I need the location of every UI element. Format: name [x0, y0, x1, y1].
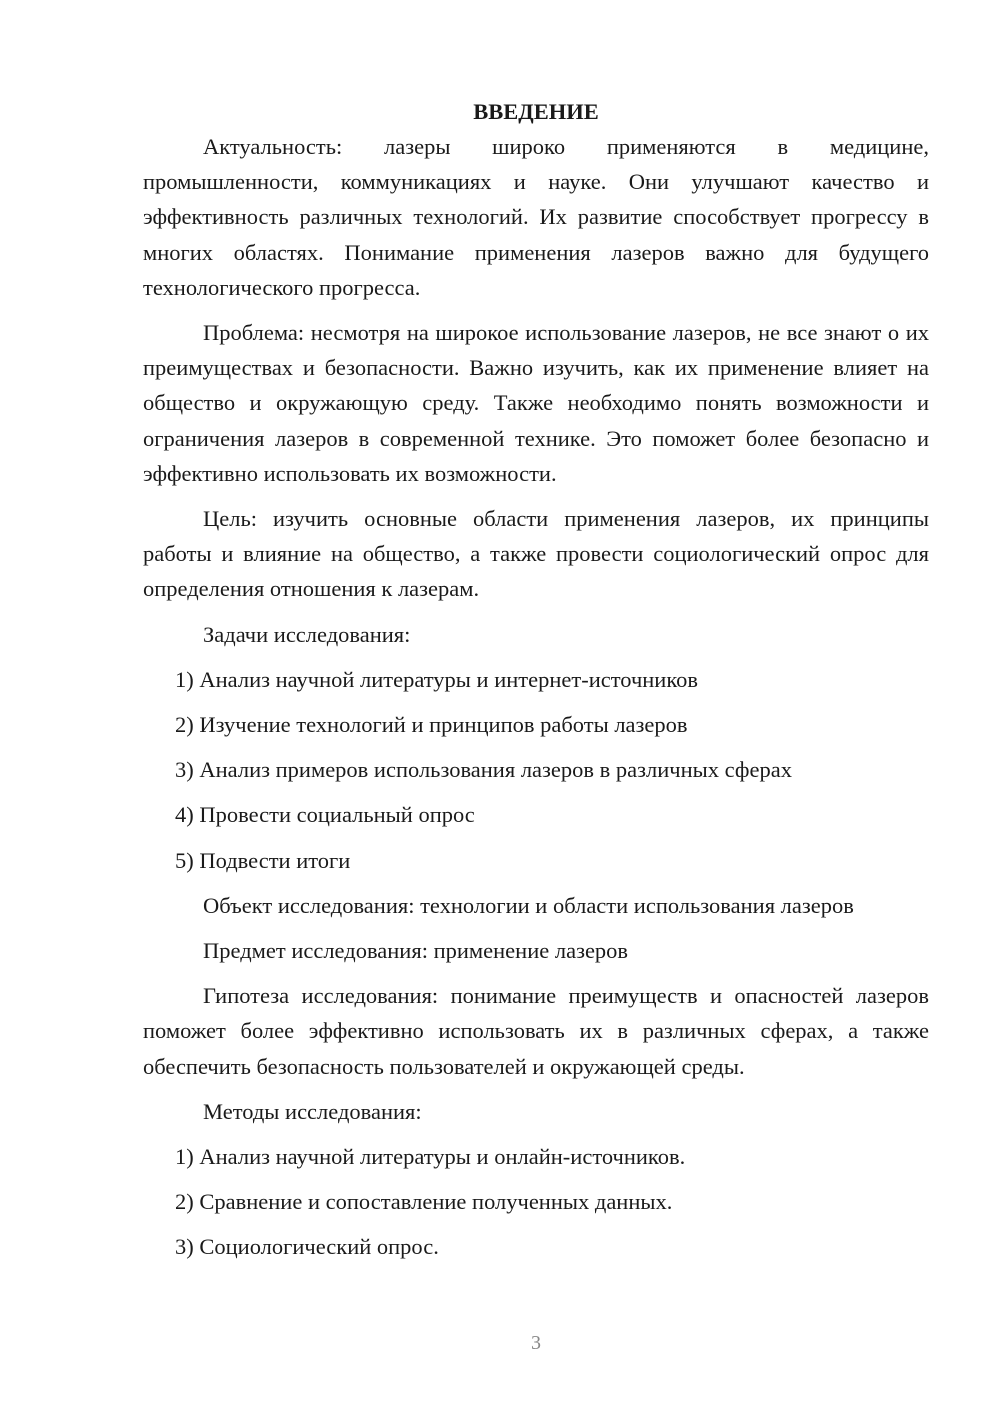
methods-heading: Методы исследования:	[203, 1098, 422, 1124]
subject-paragraph: Предмет исследования: применение лазеров	[203, 938, 629, 964]
list-item: 5) Подвести итоги	[175, 847, 351, 873]
relevance-paragraph: Актуальность: лазеры широко применяются в медицине, промышленности, коммуникациях и науке. Они улучшают качество и эффективность различных технологий. Их развитие способствует прогрессу в многих областях. Понимание применения лазеров важно для будущего технологического прогресса.	[143, 134, 929, 300]
object-paragraph: Объект исследования: технологии и области использования лазеров	[203, 892, 854, 918]
list-item: 2) Изучение технологий и принципов работы лазеров	[175, 712, 688, 738]
list-item: 3) Анализ примеров использования лазеров в различных сферах	[175, 757, 792, 783]
list-item: 1) Анализ научной литературы и онлайн-источников.	[175, 1144, 686, 1170]
goal-paragraph: Цель: изучить основные области применения лазеров, их принципы работы и влияние на общество, а также провести социологический опрос для определения отношения к лазерам.	[143, 506, 929, 602]
list-item: 1) Анализ научной литературы и интернет-источников	[175, 666, 699, 692]
document-page	[143, 94, 929, 1275]
problem-paragraph: Проблема: несмотря на широкое использование лазеров, не все знают о их преимуществах и безопасности. Важно изучить, как их применение влияет на общество и окружающую среду. Также необходимо понять возможности и ограничения лазеров в современной технике. Это поможет более безопасно и эффективно использовать их возможности.	[143, 320, 929, 486]
list-item: 4) Провести социальный опрос	[175, 802, 475, 828]
hypothesis-paragraph: Гипотеза исследования: понимание преимуществ и опасностей лазеров поможет более эффективно использовать их в различных сферах, а также обеспечить безопасность пользователей и окружающей среды.	[143, 983, 929, 1079]
list-item: 3) Социологический опрос.	[175, 1234, 439, 1260]
list-item: 2) Сравнение и сопоставление полученных данных.	[175, 1189, 673, 1215]
tasks-list	[143, 662, 929, 878]
page-number: 3	[531, 1332, 541, 1354]
tasks-heading: Задачи исследования:	[203, 621, 411, 647]
methods-list	[143, 1139, 929, 1265]
section-title: ВВЕДЕНИЕ	[473, 99, 599, 124]
